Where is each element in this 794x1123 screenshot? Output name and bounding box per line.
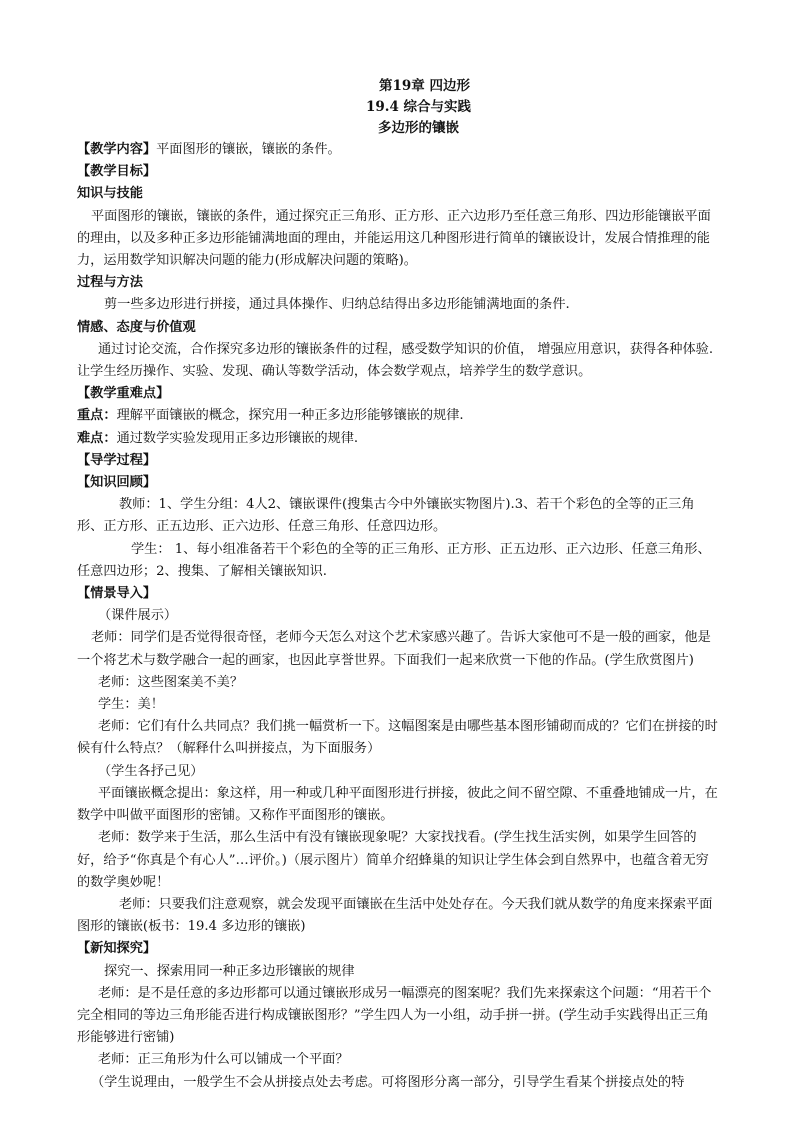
student-prep: 学生： 1、每小组准备若干个彩色的全等的正三角形、正方形、正五边形、正六边形、任意三角形、任意四边形；2、搜集、了解相关镶嵌知识. xyxy=(77,541,711,579)
teacher-line-6: 老师：是不是任意的多边形都可以通过镶嵌形成另一幅漂亮的图案呢？我们先来探索这个问题：“用若干个完全相同的等边三角形能否进行构成镶嵌图形？”学生四人为一小组，动手拼一拼。(学生动手实践得出正三角形能够进行密铺) xyxy=(77,985,712,1046)
guide-label: 【导学过程】 xyxy=(77,452,157,468)
explore-one-heading: 探究一、探索用同一种正多边形镶嵌的规律 xyxy=(104,963,355,979)
emotion-text: 通过讨论交流，合作探究多边形的镶嵌条件的过程，感受数学知识的价值， 增强应用意识，获得各种体验.让学生经历操作、实验、发现、确认等数学活动，体会数学观点，培养学生的数学意识。 xyxy=(77,341,714,380)
content-text: 平面图形的镶嵌，镶嵌的条件。 xyxy=(156,142,341,157)
difficult-label: 难点： xyxy=(77,430,117,446)
knowledge-head: 知识与技能 xyxy=(77,186,143,202)
scene-label: 【情景导入】 xyxy=(77,586,157,602)
knowledge-text: 平面图形的镶嵌，镶嵌的条件，通过探究正三角形、正方形、正六边形乃至任意三角形、四边形能镶嵌平面的理由，以及多种正多边形能铺满地面的理由，并能运用这几种图形进行简单的镶嵌设计，发展合情推理的能力，运用数学知识解决问题的能力(形成解决问题的策略)。 xyxy=(77,208,711,269)
opinions-note: （学生各抒己见） xyxy=(98,763,204,779)
content-line xyxy=(77,139,720,161)
key-text: 理解平面镶嵌的概念，探究用一种正多边形能够镶嵌的规律. xyxy=(116,408,464,424)
content-label: 【教学内容】 xyxy=(77,142,157,157)
section-title: 19.4 综合与实践 xyxy=(365,99,472,115)
teacher-line-1: 老师：同学们是否觉得很奇怪，老师今天怎么对这个艺术家感兴趣了。告诉大家他可不是一般的画家，他是一个将艺术与数学融合一起的画家，也因此享誉世界。下面我们一起来欣赏一下他的作品。(学生欣赏图片) xyxy=(77,630,711,668)
teacher-line-7: 老师：正三角形为什么可以铺成一个平面？ xyxy=(98,1052,349,1068)
document-page xyxy=(77,76,720,1094)
emotion-head: 情感、态度与价值观 xyxy=(77,319,196,335)
goals-label: 【教学目标】 xyxy=(77,164,157,180)
teacher-line-2: 老师：这些图案美不美？ xyxy=(98,674,244,690)
courseware-note: （课件展示） xyxy=(98,608,178,624)
process-text: 剪一些多边形进行拼接，通过具体操作、归纳总结得出多边形能铺满地面的条件. xyxy=(104,297,570,313)
student-line-1: 学生：美！ xyxy=(98,697,164,713)
student-line-2: （学生说理由，一般学生不会从拼接点处去考虑。可将图形分离一部分，引导学生看某个拼接点处的特 xyxy=(91,1074,685,1090)
new-knowledge-label: 【新知探究】 xyxy=(77,941,157,957)
chapter-title: 第19章 四边形 xyxy=(379,78,470,94)
teacher-line-4: 老师：数学来于生活，那么生活中有没有镶嵌现象呢？大家找找看。(学生找生活实例，如果学生回答的好，给予“你真是个有心人”…评价。)（展示图片）简单介绍蜂巢的知识让学生体会到自然界中，也蕴含着无穷的数学奥妙呢！ xyxy=(77,830,709,890)
key-line xyxy=(77,405,720,427)
concept-text: 平面镶嵌概念提出：象这样，用一种或几种平面图形进行拼接，彼此之间不留空隙、不重叠地铺成一片，在数学中叫做平面图形的密铺。又称作平面图形的镶嵌。 xyxy=(77,785,718,824)
keypoints-label: 【教学重难点】 xyxy=(77,386,170,402)
difficult-line xyxy=(77,428,720,450)
process-head: 过程与方法 xyxy=(77,275,143,291)
review-label: 【知识回顾】 xyxy=(77,475,157,491)
key-label: 重点： xyxy=(77,408,117,424)
teacher-line-5: 老师：只要我们注意观察，就会发现平面镶嵌在生活中处处存在。今天我们就从数学的角度来探索平面图形的镶嵌(板书：19.4 多边形的镶嵌) xyxy=(77,896,713,935)
topic-title: 多边形的镶嵌 xyxy=(378,120,459,136)
teacher-line-3: 老师：它们有什么共同点？我们挑一幅赏析一下。这幅图案是由哪些基本图形铺砌而成的？它们在拼接的时候有什么特点？（解释什么叫拼接点，为下面服务） xyxy=(77,719,718,757)
teacher-prep: 教师：1、学生分组：4人2、镶嵌课件(搜集古今中外镶嵌实物图片).3、若干个彩色的全等的正三角形、正方形、正五边形、正六边形、任意三角形、任意四边形。 xyxy=(77,497,695,535)
difficult-text: 通过数学实验发现用正多边形镶嵌的规律. xyxy=(116,430,359,446)
